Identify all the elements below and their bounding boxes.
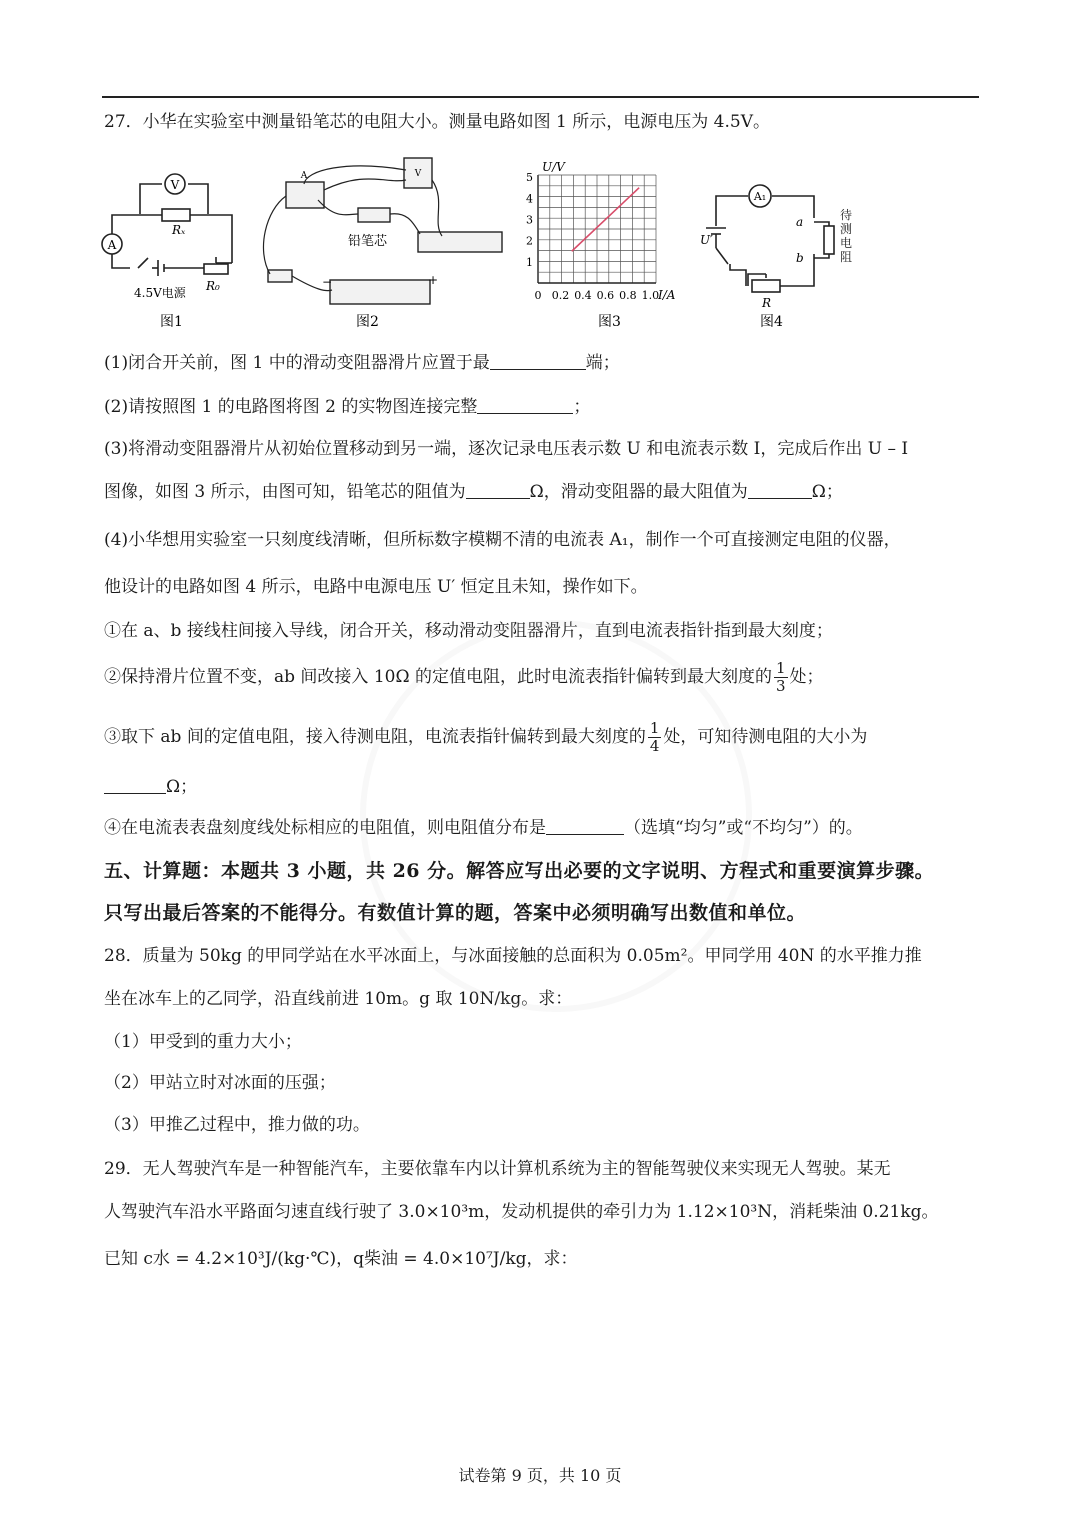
figure-1 [100, 160, 240, 335]
fig3-xlabel: I/A [658, 288, 676, 302]
fraction-one-third: $\frac{1}{3}$ [775, 659, 786, 695]
q28-line1: 28．质量为 50kg 的甲同学站在水平冰面上，与冰面接触的总面积为 0.05m²。甲同学用 40N 的水平推力推 [104, 946, 922, 966]
fig2-lead-label: 铅笔芯 [348, 234, 388, 249]
fig1-source-label: 4.5V电源 [134, 286, 186, 300]
q29-line1: 29．无人驾驶汽车是一种智能汽车，主要依靠车内以计算机系统为主的智能驾驶仪来实现无人驾驶。某无 [104, 1159, 891, 1179]
fig3-caption: 图3 [598, 314, 621, 330]
q27-step3: ③取下 ab 间的定值电阻，接入待测电阻，电流表指针偏转到最大刻度的 $\frac{1}{4}$ 处，可知待测电阻的大小为 [104, 719, 868, 755]
fig3-y-tick: 1 [526, 255, 533, 269]
page-footer: 试卷第 9 页，共 10 页 [458, 1466, 622, 1485]
fig3-x-tick: 0.2 [551, 289, 570, 302]
fig2-minus: − [322, 275, 333, 289]
q27-part4-line1: (4)小华想用实验室一只刻度线清晰，但所标数字模糊不清的电流表 A₁，制作一个可直接测定电阻的仪器， [104, 530, 901, 550]
q28-item2: （2）甲站立时对冰面的压强； [104, 1073, 336, 1093]
fig1-ammeter-label: A [107, 238, 117, 252]
fig4-ammeter-label: A₁ [753, 190, 767, 203]
fraction-one-quarter: $\frac{1}{4}$ [649, 719, 660, 755]
q27-stem: 27．小华在实验室中测量铅笔芯的电阻大小。测量电路如图 1 所示，电源电压为 4.5V。 [104, 112, 770, 132]
q27-part3-line2: 图像，如图 3 所示，由图可知，铅笔芯的阻值为 Ω，滑动变阻器的最大阻值为 Ω； [104, 482, 843, 502]
fig1-voltmeter-label: V [170, 178, 180, 192]
q27-step1: ①在 a、b 接线柱间接入导线，闭合开关，移动滑动变阻器滑片，直到电流表指针指到最大刻度； [104, 621, 833, 641]
q29-line3: 已知 c水 = 4.2×10³J/(kg·℃)，q柴油 = 4.0×10⁷J/kg，求： [104, 1249, 578, 1269]
fig3-x-tick: 0.8 [619, 289, 637, 302]
fig1-rx-label: Rₓ [172, 223, 186, 237]
fig4-b-label: b [796, 251, 804, 265]
header-rule [102, 96, 979, 98]
figure-3-chart [520, 158, 706, 335]
fig3-x-tick: 1.0 [641, 289, 660, 302]
q27-step3-line2: Ω； [104, 774, 197, 800]
fig1-caption: 图1 [160, 314, 183, 330]
fig2-caption: 图2 [356, 314, 379, 330]
fig3-y-tick: 2 [526, 234, 533, 248]
fig3-y-tick: 4 [526, 192, 533, 206]
q27-step4: ④在电流表表盘刻度线处标相应的电阻值，则电阻值分布是 （选填“均匀”或“不均匀”）的。 [104, 818, 863, 838]
q27-part2: (2)请按照图 1 的电路图将图 2 的实物图连接完整 ； [104, 397, 591, 417]
fig2-plus: + [428, 273, 439, 287]
fig4-caption: 图4 [760, 314, 783, 330]
fig3-ylabel: U/V [542, 160, 565, 174]
q28-item1: （1）甲受到的重力大小； [104, 1032, 302, 1052]
q28-item3: （3）甲推乙过程中，推力做的功。 [104, 1115, 370, 1135]
fig3-grid [538, 175, 656, 283]
fig4-a-label: a [796, 215, 804, 229]
fig3-x-tick: 0.4 [574, 289, 592, 302]
fig2-voltmeter-glyph: V [414, 169, 422, 179]
answer-blank[interactable] [466, 480, 530, 499]
q27-part1: (1)闭合开关前，图 1 中的滑动变阻器滑片应置于最 端； [104, 353, 620, 373]
q27-step2: ②保持滑片位置不变，ab 间改接入 10Ω 的定值电阻，此时电流表指针偏转到最大刻度的 $\frac{1}{3}$ 处； [104, 659, 824, 695]
q28-line2: 坐在冰车上的乙同学，沿直线前进 10m。g 取 10N/kg。求： [104, 989, 573, 1009]
section5-heading-line2: 只写出最后答案的不能得分。有数值计算的题，答案中必须明确写出数值和单位。 [104, 902, 807, 924]
q27-part4-line2: 他设计的电路如图 4 所示，电路中电源电压 U′ 恒定且未知，操作如下。 [104, 577, 648, 597]
fig4-resistor-label: 待测电阻 [840, 208, 853, 264]
section5-heading-line1: 五、计算题：本题共 3 小题，共 26 分。解答应写出必要的文字说明、方程式和重要演算步骤。 [104, 860, 935, 882]
answer-blank[interactable] [490, 351, 586, 370]
fig3-x-tick: 0 [534, 289, 542, 302]
fig3-series-line [572, 188, 639, 252]
q29-line2: 人驾驶汽车沿水平路面匀速直线行驶了 3.0×10³m，发动机提供的牵引力为 1.12×10³N，消耗柴油 0.21kg。 [104, 1202, 939, 1222]
fig1-r0-label: R₀ [206, 279, 220, 293]
fig3-x-tick: 0.6 [596, 289, 615, 302]
fig4-source-label: U′ [700, 233, 713, 247]
fig2-ammeter-glyph: A [300, 171, 308, 181]
figure-4 [700, 178, 870, 335]
figure-2 [256, 150, 518, 335]
fig3-y-tick: 3 [526, 213, 533, 227]
q27-part3-line1: (3)将滑动变阻器滑片从初始位置移动到另一端，逐次记录电压表示数 U 和电流表示数 I，完成后作出 U – I [104, 439, 909, 459]
answer-blank[interactable] [477, 395, 573, 414]
answer-blank[interactable] [104, 775, 166, 794]
fig4-r-label: R [762, 296, 772, 310]
fig3-y-tick: 5 [526, 171, 533, 185]
answer-blank[interactable] [748, 480, 812, 499]
